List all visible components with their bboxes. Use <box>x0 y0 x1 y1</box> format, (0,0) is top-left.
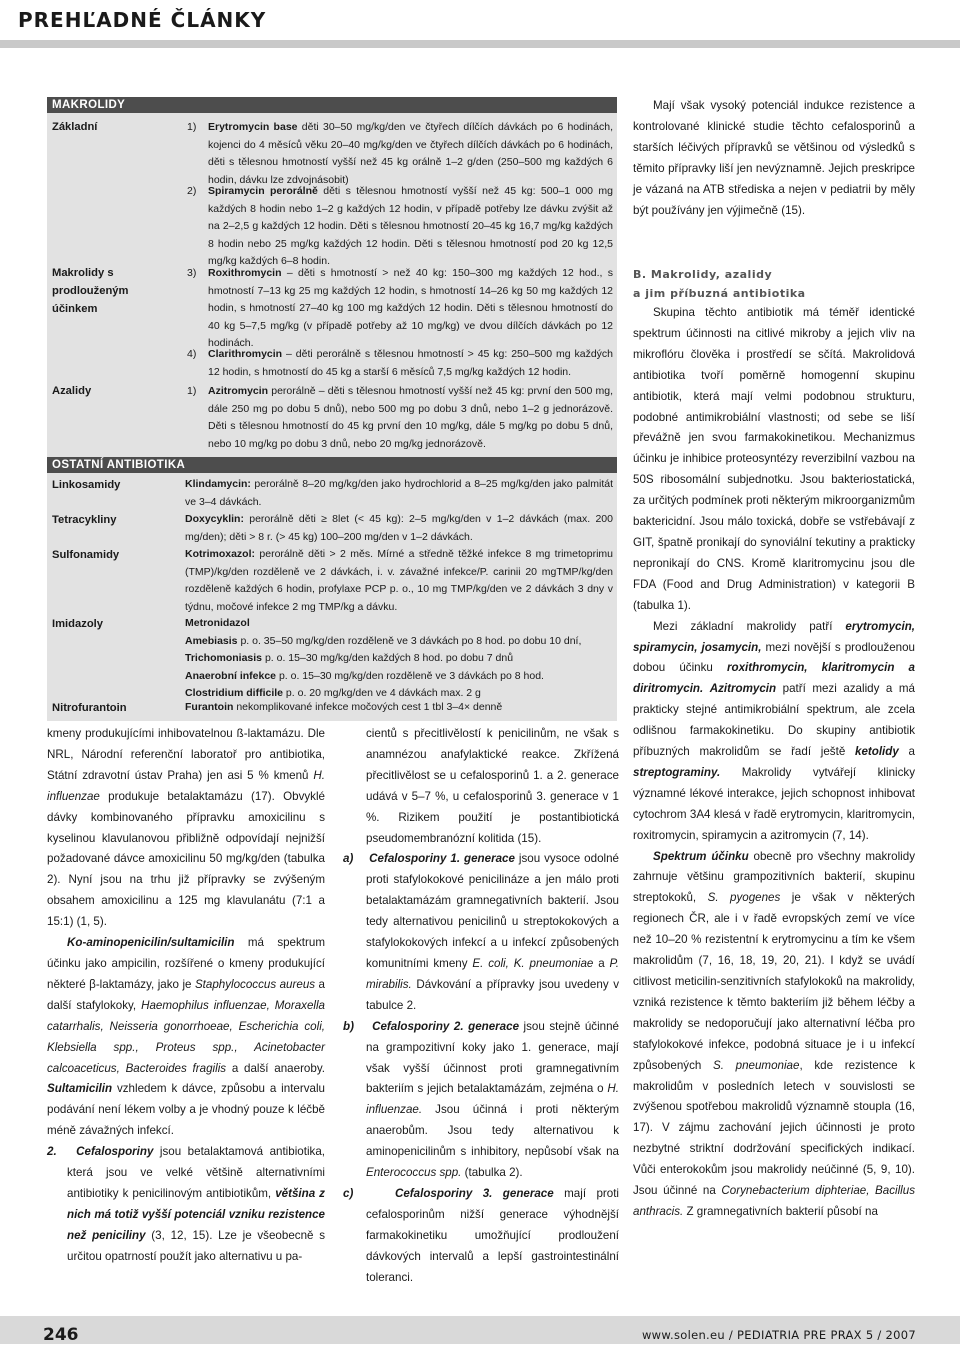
list-item: b) Cefalosporiny 2. generace jsou stejně účinné na grampozitivní koky jako 1. generace, mají však vyšší účinnost proti gramnegativním bakteriím s jejich betalaktamázám, zejména o H. influenzae. Jsou účinná i proti některým anaerobům. Jsou tedy alternativou k aminopenicilinům s inhibitory, nepůsobí však na Enterococcus spp. (tabulka 2). <box>343 1019 619 1180</box>
entry-doxycyklin: Doxycyklin: perorálně děti ≥ 8let (< 45 kg): 2–5 mg/kg/den v 1–2 dávkách (max. 200 mg/den); děti > 8 r. (> 45 kg) 100–200 mg/den v 1–2 dávkách. <box>185 513 613 543</box>
section-heading: B. Makrolidy, azalidy a jim příbuzná antibiotika <box>633 268 806 300</box>
paragraph: Ko-aminopenicilin/sultamicilin má spektrum účinku jako ampicilin, rozšířené o kmeny produkující některé β-laktamázy, jako je Staphylococcus aureus a další stafylokoky, Haemophilus influenzae, Moraxella catarrhalis, Neisseria gonorrhoeae, Escherichia coli, Klebsiella spp., Proteus spp., Acinetobacter calcoaceticus, Bacteroides fragilis a další anaeroby. Sultamicilin vzhledem k dávce, způsobu a intervalu podávání není lékem volby a je vhodný pouze k léčbě méně závažných infekcí. <box>47 936 325 1138</box>
row-label-azalidy: Azalidy <box>52 385 92 397</box>
text-column-3-top <box>633 96 915 221</box>
row-label-zakladni: Základní <box>52 121 98 133</box>
entry-clarithromycin: Clarithromycin – děti perorálně s tělesnou hmotností > 45 kg: 250–500 mg každých 12 hodin, s hmotností do 45 kg a starší 6 měsíců 7,5 mg/kg každých 12 hodin. <box>208 348 613 378</box>
entry-number: 4) <box>187 348 197 360</box>
entry-klindamycin: Klindamycin: perorálně 8–20 mg/kg/den jako hydrochlorid a 8–25 mg/kg/den jako palmitát ve 3–4 dávkách. <box>185 478 613 508</box>
text-column-2 <box>343 724 619 1288</box>
text-column-1 <box>47 724 325 1268</box>
entry-roxithromycin: Roxithromycin – děti s hmotností > než 40 kg: 150–300 mg každých 12 hod., s hmotností 7–13 kg 25 mg každých 12 hodin, s hmotností 14–26 kg 50 mg každých 12 hodin, s hmotností 27–40 kg 100 mg každých 12 hodin. Děti s tělesnou hmotností do 40 kg 5–7,5 mg/kg (v případě potřeby až 10 mg/kg) ve dvou dílčích dávkách po 12 hodinách. <box>208 267 613 350</box>
entry-metronidazol: Metronidazol Amebiasis p. o. 35–50 mg/kg/den rozděleně ve 3 dávkách po 8 hod. po dobu 10 dní, Trichomoniasis p. o. 15–30 mg/kg/den každých 8 hod. po dobu 7 dnů Anaerobní infekce p. o. 15–30 mg/kg/den rozděleně ve 3 dávkách po 8 hod. Clostridium difficile p. o. 20 mg/kg/den ve 4 dávkách max. 2 g <box>185 617 582 700</box>
journal-footer: www.solen.eu / PEDIATRIA PRE PRAX 5 / 2007 <box>641 1328 916 1342</box>
entry-spiramycin: Spiramycin perorálně děti s tělesnou hmotností vyšší než 45 kg: 500–1 000 mg každých 8 hodin nebo 1–2 g každých 12 hodin, v případě potřeby lze dávku zvýšit až na 2–2,5 g každých 12 hodin. Děti s tělesnou hmotností 20–45 kg 16,7 mg/kg každých 8 hodin nebo 25 mg/kg každých 12 hodin. Děti s tělesnou hmotností pod 20 kg 12,5 mg/kg každých 6–8 hodin. <box>208 185 613 268</box>
row-label-sulfonamidy: Sulfonamidy <box>52 549 120 561</box>
row-label-nitrofurantoin: Nitrofurantoin <box>52 702 127 714</box>
paragraph: 2. Cefalosporiny jsou betalaktamová antibiotika, která jsou ve velké většině alternativními antibiotiky k penicilinovým antibiotikům, většina z nich má totiž vyšší potenciál vzniku rezistence než peniciliny (3, 12, 15). Lze je všeobecně s určitou opatrností použít jako alternativu u pa- <box>47 1145 326 1263</box>
entry-azitromycin: Azitromycin perorálně – děti s tělesnou hmotností vyšší než 45 kg: první den 500 mg, dále 250 mg po dobu 5 dnů), nebo 500 mg po dobu 3 dnů, nebo 1–2 g jednorázově. Děti s tělesnou hmotností do 45 kg první den 10 mg/kg, dále 5 mg/kg po dobu 5 dnů, nebo 10 mg/kg po dobu 3 dnů, nebo 20 mg/kg jednorázově. <box>208 385 613 450</box>
paragraph: Spektrum účinku obecně pro všechny makrolidy zahrnuje většinu grampozitivních bakterií, skupinu streptokoků, S. pyogenes je však v některých regionech ČR, ale i v řadě evropských zemí ve více než 10–20 % rezistentní k erytromycinu a tím ke všem makrolidům (7, 16, 18, 19, 20, 21). I když se uvádí citlivost meticilin-senzitivních stafylokoků na makrolidy, vzniká rezistence k těmto bakteriím již během léčby a makrolidy se nedoporučují jako alternativní léčba pro stafylokokové infekce, podobná situace je i u infekcí způsobených S. pneumoniae, kde rezistence k makrolidům v posledních letech v souvislosti se zvýšenou spotřebou makrolidů významně stoupla (16, 17). V zájmu zachování jejich účinnosti je proto nezbytné striktní dodržování specifických indikací. Vůči enterokokům jsou makrolidy neúčinné (5, 9, 10). Jsou účinné na Corynebacterium diphteriae, Bacillus anthracis. Z gramnegativních bakterií působí na <box>633 849 916 1218</box>
table-heading-ostatni: OSTATNÍ ANTIBIOTIKA <box>47 457 617 473</box>
entry-furantoin: Furantoin nekomplikované infekce močových cest 1 tbl 3–4× denně <box>185 701 503 713</box>
entry-number: 1) <box>187 385 197 397</box>
entry-number: 3) <box>187 267 197 279</box>
row-label-tetracykliny: Tetracykliny <box>52 514 117 526</box>
row-label-imidazoly: Imidazoly <box>52 618 103 630</box>
entry-number: 2) <box>187 185 197 197</box>
paragraph: Mají však vysoký potenciál indukce rezistence a kontrolované klinické studie těchto cefalosporinů a starších léčivých přípravků se většinou od výsledků s těmito přípravky liší jen nevýznamně. Jejich preskripce je vázaná na ATB střediska a nejen v pediatrii by měly být používány jen výjimečně (15). <box>633 99 915 217</box>
entry-kotrimoxazol: Kotrimoxazol: perorálně děti > 2 měs. Mírné a středně těžké infekce 8 mg trimetoprimu (TMP)/kg/den rozděleně ve 2 dávkách, i. v. závažné infekce/P. carinii 20 mgTMP/kg/den rozděleně každých 6 hodin, profylaxe PCP p. o., 10 mg TMP/kg/den ve 2 dávkách 3 dny v týdnu, močové infekce 2 mg TMP/kg a dávku. <box>185 548 613 613</box>
text-column-3 <box>633 303 915 1223</box>
list-item: a) Cefalosporiny 1. generace jsou vysoce odolné proti stafylokokové penicilináze a jen málo proti betalaktamázám gramnegativních bakterií. Jsou tedy alternativou penicilinů u streptokokových a stafylokokových infekcí a u infekcí způsobených komunitními kmeny E. coli, K. pneumoniae a P. mirabilis. Dávkování a přípravky jsou uvedeny v tabulce 2. <box>343 852 619 1012</box>
entry-number: 1) <box>187 121 197 133</box>
paragraph: Skupina těchto antibiotik má téměř identické spektrum účinnosti na citlivé mikroby a jejich vliv na mikroflóru člověka i prostředí se sčítá. Makrolidová antibiotika tvoří poměrně homogenní skupinu antibiotik, která mají velmi podobnou strukturu, podobné antimikrobiální vlastnosti; od sebe se liší převážně jen svou farmakokinetikou. Mechanizmus účinku je inhibice proteosyntézy reverzibilní vazbou na 50S ribosomální subjednotku. Jsou bakteriostatická, za určitých podmínek proti některým mikroorganizmům baktericidní. Jsou málo toxická, dobře se vstřebávají z GIT, špatně pronikají do synoviální tekutiny a prakticky nepronikají do CNS. Kromě klaritromycinu jsou dle FDA (Food and Drug Administration) v kategorii B (tabulka 1). <box>633 306 915 612</box>
section-title: PREHĽADNÉ ČLÁNKY <box>18 8 267 32</box>
paragraph: kmeny produkujícími inhibovatelnou ß-laktamázu. Dle NRL, Národní referenční laboratoř pro antibiotika, Státní zdravotní ústav Praha) jen asi 5 % kmenů H. influenzae produkuje betalaktamázu (17). Obvyklé dávky kombinovaného přípravku amoxicilinu s kyselinou klavulanovou přibližně odpovídají nejnižší požadované dávce amoxicilinu 50 mg/kg/den (tabulka 2). Nyní jsou na trhu již přípravky se zvýšeným obsahem amoxicilinu a 125 mg klavulanátu (7:1 a 15:1) (1, 5). <box>47 727 325 929</box>
row-label-prodlouzene: Makrolidy s prodlouženým účinkem <box>52 267 129 315</box>
paragraph: Mezi základní makrolidy patří erytromycin, spiramycin, josamycin, mezi novější s prodlouženou dobou účinku roxithromycin, klaritromycin a diritromycin. Azitromycin patří mezi azalidy a má prakticky stejné antimikrobiální spektrum, ale zcela odlišnou farmakokinetiku. Do skupiny antibiotik příbuzných makrolidům se řadí ještě ketolidy a streptograminy. Makrolidy vytvářejí klinicky významné lékové interakce, jejich schopnost inhibovat cytochrom 3A4 klesá v řadě erytromycin, klaritromycin, roxitromycin, spiramycin a azitromycin (7, 14). <box>633 619 915 842</box>
row-label-linkosamidy: Linkosamidy <box>52 479 121 491</box>
paragraph: cientů s přecitlivělostí k penicilinům, ne však s anamnézou anafylaktické reakce. Zkřížená přecitlivělost se u cefalosporinů 1. a 2. generace udává v 5–7 %, u cefalosporinů 3. generace v 1 %. Rizikem použití je postantibiotická pseudomembranózní kolitida (15). <box>366 727 619 845</box>
page-number: 246 <box>43 1325 79 1345</box>
header-bar <box>0 40 960 48</box>
entry-erytromycin: Erytromycin base děti 30–50 mg/kg/den ve čtyřech dílčích dávkách po 6 hodinách, kojenci do 4 měsíců věku 20–40 mg/kg/den ve čtyřech dílčích dávkách po 6 hodinách, děti s tělesnou hmotností vyšší než 45 kg orálně 1–2 g/den (250–500 mg každých 6 hodin, dávku lze zdvojnásobit) <box>208 121 613 186</box>
table-heading-makrolidy: MAKROLIDY <box>47 97 617 113</box>
list-item: c) Cefalosporiny 3. generace mají proti cefalosporinům nižší generace výhodnější farmakokinetiku umožňující prodloužení dávkových intervalů a lepší gastrointestinální toleranci. <box>343 1186 620 1284</box>
